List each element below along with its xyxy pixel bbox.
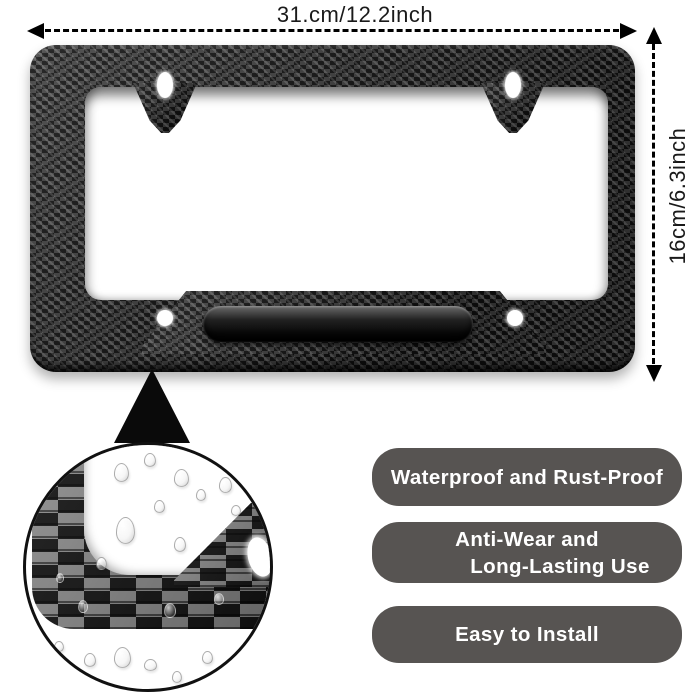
water-droplet xyxy=(84,653,96,667)
water-droplet xyxy=(174,469,189,487)
feature-badge-easy-install xyxy=(372,606,682,663)
water-droplet xyxy=(164,603,176,618)
water-droplet xyxy=(172,671,182,683)
water-droplet xyxy=(56,573,64,583)
arrowhead-up-icon xyxy=(646,27,662,44)
arrowhead-left-icon xyxy=(27,23,44,39)
water-droplet xyxy=(144,453,156,467)
feature-badge-label: Waterproof and Rust-Proof xyxy=(390,465,664,489)
feature-badge-label: Easy to Install xyxy=(455,623,599,646)
width-dimension-label: 31.cm/12.2inch xyxy=(276,2,434,27)
water-droplet xyxy=(114,647,131,668)
screw-hole xyxy=(505,72,521,98)
water-droplet xyxy=(174,537,186,552)
outer-height-dimension-line xyxy=(652,44,655,364)
outer-height-dimension-label: 16cm/6.3inch xyxy=(665,127,690,265)
arrowhead-right-icon xyxy=(620,23,637,39)
water-droplet xyxy=(114,463,129,482)
feature-badge-label: Long-Lasting Use xyxy=(470,554,650,578)
feature-badge-waterproof xyxy=(372,448,682,506)
screw-hole xyxy=(507,310,523,326)
water-droplet xyxy=(154,500,165,513)
feature-badge-label: Anti-Wear and xyxy=(455,527,599,551)
screw-hole xyxy=(157,310,173,326)
feature-badge-anti-wear xyxy=(372,522,682,583)
water-droplet xyxy=(144,659,157,671)
water-droplet xyxy=(231,505,241,516)
water-droplet xyxy=(202,651,213,664)
magnifier-pointer-triangle xyxy=(114,369,190,443)
water-droplet xyxy=(116,517,135,544)
arrowhead-down-icon xyxy=(646,365,662,382)
emblem-bar xyxy=(203,306,473,342)
water-droplet xyxy=(78,600,88,613)
screw-hole xyxy=(157,72,173,98)
width-dimension-line xyxy=(45,29,619,32)
water-droplet xyxy=(96,557,107,570)
magnifier-detail-circle xyxy=(23,442,273,692)
water-droplet xyxy=(54,641,64,652)
water-droplet xyxy=(196,489,206,501)
water-droplet xyxy=(214,593,224,605)
water-droplet xyxy=(219,477,232,493)
